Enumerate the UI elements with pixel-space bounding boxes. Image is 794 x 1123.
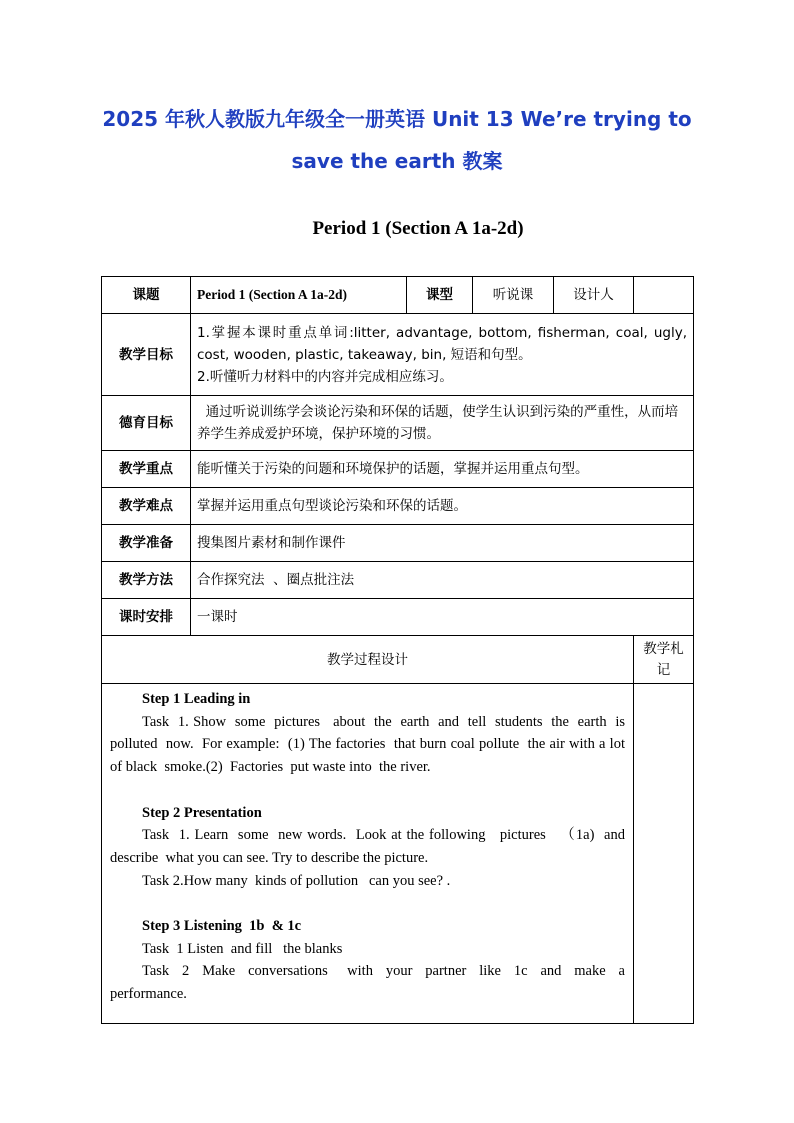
step-2-task-1: Task 1. Learn some new words. Look at the following pictures （1a) and describe what you can see. Try to describe the picture. (110, 827, 629, 866)
objectives-label: 教学目标 (102, 314, 191, 396)
methods-label: 教学方法 (102, 562, 191, 599)
preparation-label: 教学准备 (102, 525, 191, 562)
difficulties-label: 教学难点 (102, 488, 191, 525)
step-2-task-2: Task 2.How many kinds of pollution can you see? . (142, 872, 451, 889)
row-difficulties (102, 488, 694, 525)
key-points-content: 能听懂关于污染的问题和环境保护的话题，掌握并运用重点句型。 (191, 451, 694, 488)
info-row (102, 277, 694, 314)
methods-content: 合作探究法 、圈点批注法 (191, 562, 694, 599)
objectives-line-2: 2.听懂听力材料中的内容并完成相应练习。 (197, 368, 453, 385)
lesson-plan-table (101, 276, 694, 1024)
step-1-task-1: Task 1. Show some pictures about the earth and tell students the earth is polluted now. For example: (1) The factories that burn coal pollute the air with a lot of black smoke.(2) Factories put waste into the river. (110, 713, 629, 776)
step-3-heading: Step 3 Listening 1b & 1c (142, 918, 302, 934)
row-moral-goal (102, 396, 694, 451)
process-notes-cell (634, 684, 694, 1024)
topic-label: 课题 (102, 277, 191, 314)
designer-value (634, 277, 694, 314)
designer-label: 设计人 (554, 277, 634, 314)
row-objectives (102, 314, 694, 396)
process-row (102, 684, 694, 1024)
step-2-heading: Step 2 Presentation (142, 804, 262, 821)
process-design-label: 教学过程设计 (102, 636, 634, 684)
row-key-points (102, 451, 694, 488)
row-methods (102, 562, 694, 599)
process-content (102, 684, 634, 1024)
preparation-content: 搜集图片素材和制作课件 (191, 525, 694, 562)
objectives-line-1: 1.掌握本课时重点单词:litter, advantage, bottom, fisherman, coal, ugly, cost, wooden, plastic, takeaway, bin, 短语和句型。 (197, 324, 687, 363)
type-label: 课型 (407, 277, 473, 314)
period-heading: Period 1 (Section A 1a-2d) (312, 218, 524, 239)
key-points-label: 教学重点 (102, 451, 191, 488)
topic-value: Period 1 (Section A 1a-2d) (191, 277, 407, 314)
moral-goal-label: 德育目标 (102, 396, 191, 451)
type-value: 听说课 (473, 277, 554, 314)
step-1-heading: Step 1 Leading in (142, 691, 251, 707)
schedule-label: 课时安排 (102, 599, 191, 636)
title-line-1: 2025 年秋人教版九年级全一册英语 Unit 13 We’re trying to (102, 107, 692, 131)
objectives-content (191, 314, 694, 396)
schedule-content: 一课时 (191, 599, 694, 636)
title-line-2: save the earth 教案 (291, 149, 503, 173)
row-schedule (102, 599, 694, 636)
difficulties-content: 掌握并运用重点句型谈论污染和环保的话题。 (191, 488, 694, 525)
step-3-task-2: Task 2 Make conversations with your partner like 1c and make a performance. (110, 963, 629, 1003)
process-notes-label: 教学札记 (634, 636, 694, 684)
step-3-task-1: Task 1 Listen and fill the blanks (142, 940, 343, 957)
row-preparation (102, 525, 694, 562)
process-header-row (102, 636, 694, 684)
moral-goal-content: 通过听说训练学会谈论污染和环保的话题，使学生认识到污染的严重性，从而培养学生养成爱护环境，保护环境的习惯。 (191, 396, 694, 451)
document-title (60, 98, 734, 182)
